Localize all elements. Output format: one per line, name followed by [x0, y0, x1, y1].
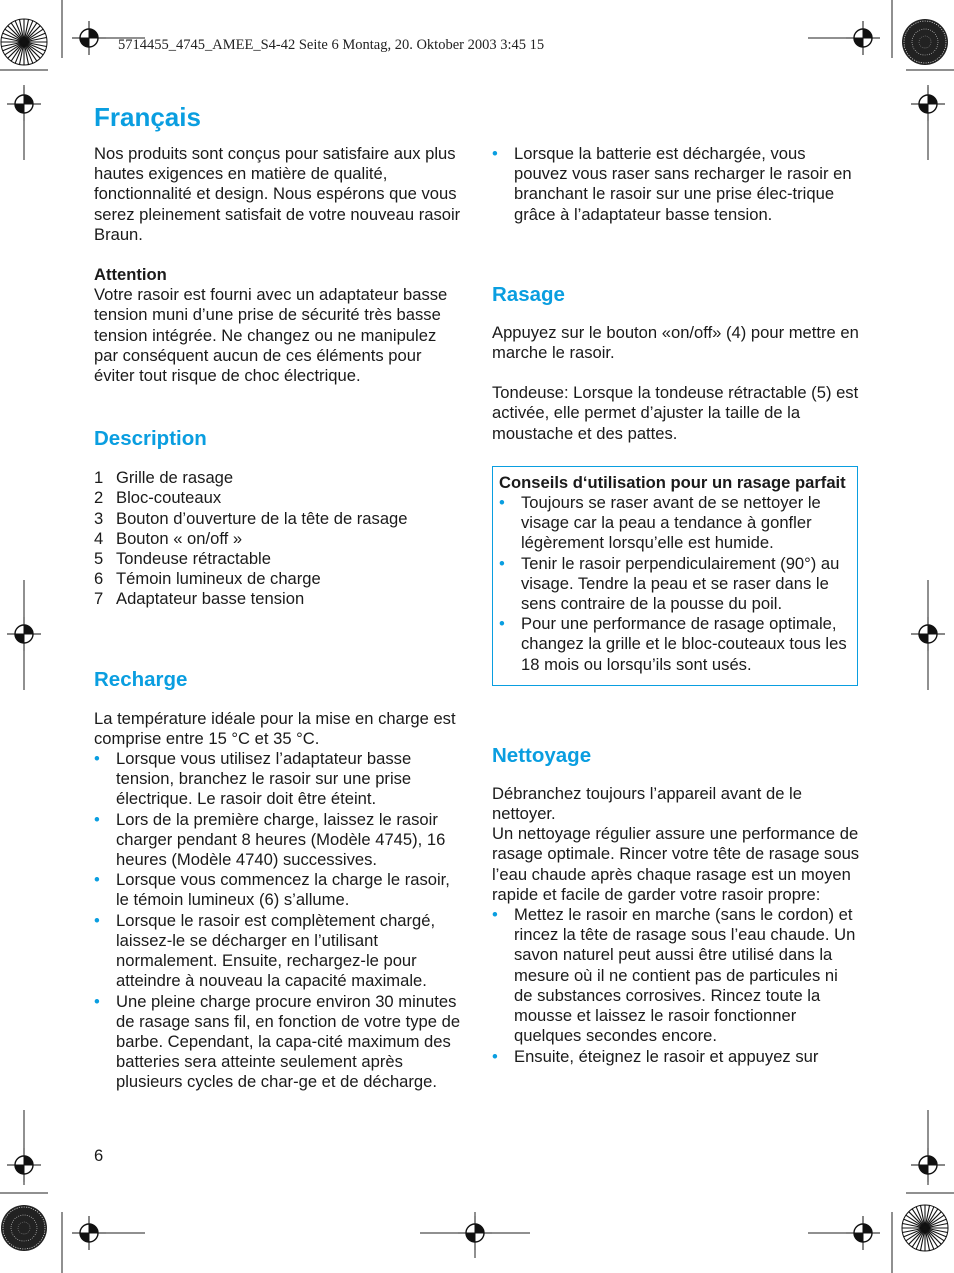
print-slug-line: 5714455_4745_AMEE_S4-42 Seite 6 Montag, 20. Oktober 2003 3:45 15: [118, 37, 545, 53]
list-item: 2 Bloc-couteaux: [94, 488, 222, 508]
nettoyage-paragraph-2: Un nettoyage régulier assure une performance de rasage optimale. Rincer votre tête de rasage sous l’eau chaude après chaque rasage est un moyen rapide et facile de garder votre rasoir propre:: [492, 824, 860, 904]
list-item: 3 Bouton d’ouverture de la tête de rasage: [94, 508, 408, 528]
attention-heading: Attention: [94, 265, 167, 285]
list-item: • Mettez le rasoir en marche (sans le cordon) et rincez la tête de rasage sous l’eau chaude. Un savon naturel peut aussi être utilisé dans la mesure où il ne contient pas de particules ni de substances corrosives. Rincez toute la mousse et laissez le rasoir fonctionner quelques secondes encore.: [492, 905, 860, 1046]
list-item: • Lorsque la batterie est déchargée, vous pouvez vous raser sans recharger le rasoir en branchant le rasoir sur une prise élec-trique grâce à l’adaptateur basse tension.: [492, 144, 860, 225]
list-item: 6 Témoin lumineux de charge: [94, 569, 321, 589]
description-list: [94, 468, 462, 609]
list-item: 4 Bouton « on/off »: [94, 528, 243, 548]
tips-list: [499, 493, 849, 675]
left-column: [94, 144, 462, 1093]
right-column: [492, 144, 860, 1067]
page-number: 6: [94, 1146, 104, 1165]
recharge-list-continued: [492, 144, 860, 225]
list-item: • Lorsque le rasoir est complètement chargé, laissez-le se décharger en l’utilisant normalement. Ensuite, rechargez-le pour atteindre à nouveau la capacité maximale.: [94, 911, 462, 992]
nettoyage-heading: Nettoyage: [492, 743, 592, 767]
description-heading: Description: [94, 427, 207, 451]
list-item: • Lorsque vous utilisez l’adaptateur basse tension, branchez le rasoir sur une prise électrique. Le rasoir doit être éteint.: [94, 749, 462, 810]
intro-paragraph: Nos produits sont conçus pour satisfaire aux plus hautes exigences en matière de qualité, fonctionnalité et design. Nous espérons que vous serez pleinement satisfait de votre nouveau rasoir Braun.: [94, 144, 461, 244]
recharge-heading: Recharge: [94, 667, 188, 691]
list-item: • Pour une performance de rasage optimale, changez la grille et le bloc-couteaux tous les 18 mois ou lorsqu’ils sont usés.: [499, 614, 849, 675]
recharge-intro: La température idéale pour la mise en charge est comprise entre 15 °C et 35 °C.: [94, 708, 456, 748]
rasage-heading: Rasage: [492, 282, 565, 306]
rasage-paragraph-1: Appuyez sur le bouton «on/off» (4) pour mettre en marche le rasoir.: [492, 322, 859, 363]
tips-heading: Conseils d‘utilisation pour un rasage parfait: [499, 472, 846, 492]
nettoyage-paragraph-1: Débranchez toujours l’appareil avant de le nettoyer.: [492, 783, 802, 824]
list-item: 7 Adaptateur basse tension: [94, 589, 305, 609]
list-item: • Lors de la première charge, laissez le rasoir charger pendant 8 heures (Modèle 4745), 16 heures (Modèle 4740) successives.: [94, 810, 462, 871]
list-item: 5 Tondeuse rétractable: [94, 549, 271, 569]
list-item: • Tenir le rasoir perpendiculairement (90°) au visage. Tendre la peau et se raser dans le sens contraire de la pousse du poil.: [499, 554, 849, 615]
rasage-paragraph-2: Tondeuse: Lorsque la tondeuse rétractable (5) est activée, elle permet d’ajuster la taille de la moustache et des pattes.: [492, 383, 859, 443]
recharge-list: [94, 749, 462, 1092]
nettoyage-list: [492, 905, 860, 1067]
tips-box: [492, 466, 858, 686]
attention-text: Votre rasoir est fourni avec un adaptateur basse tension muni d’une prise de sécurité très basse tension intégrée. Ne changez ou ne manipulez par conséquent aucun de ces éléments pour éviter tout risque de choc électrique.: [94, 285, 448, 386]
list-item: • Toujours se raser avant de se nettoyer le visage car la peau a tendance à gonfler légèrement lorsqu’elle est humide.: [499, 493, 849, 554]
page-title: Français: [94, 102, 201, 132]
list-item: • Une pleine charge procure environ 30 minutes de rasage sans fil, en fonction de votre type de barbe. Cependant, la capa-cité maximum des batteries sera atteinte seulement après plusieurs cycles de char-ge et de décharge.: [94, 992, 462, 1093]
list-item: • Lorsque vous commencez la charge le rasoir, le témoin lumineux (6) s’allume.: [94, 870, 462, 910]
list-item: 1 Grille de rasage: [94, 468, 234, 488]
list-item: • Ensuite, éteignez le rasoir et appuyez sur: [492, 1047, 860, 1067]
